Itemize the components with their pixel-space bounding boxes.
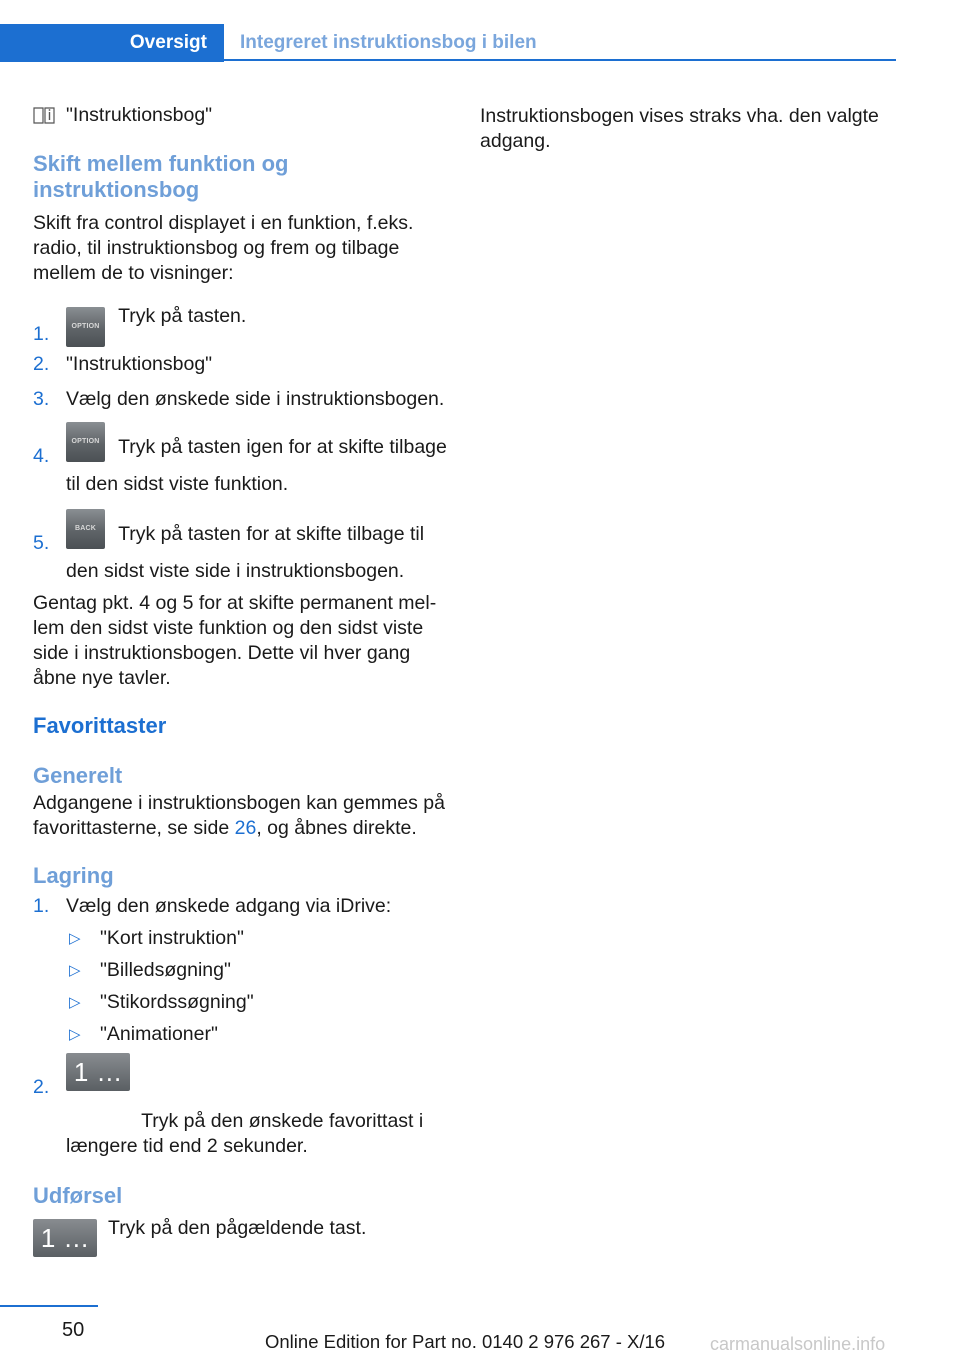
bullet-triangle-icon: ▷ xyxy=(69,962,81,979)
page-link-26[interactable]: 26 xyxy=(234,817,257,839)
option-key-icon: OPTION xyxy=(66,422,105,462)
header-tab-oversigt[interactable]: Oversigt xyxy=(0,24,224,62)
page-number: 50 xyxy=(62,1319,85,1341)
section-heading-switch: Skift mellem funktion og instruktionsbog xyxy=(33,151,289,202)
general-text-part: , og åbnes direkte. xyxy=(256,817,417,839)
menu-path xyxy=(33,100,448,130)
step-number: 1. xyxy=(33,895,50,917)
page-header xyxy=(0,24,896,62)
step-text: Tryk på den ønskede favorittast i længere tid end 2 sekunder. xyxy=(66,1110,424,1157)
switch-intro: Skift fra control displayet i en funktion, f.eks. radio, til instruktionsbog og frem og tilbage mellem de to visninger: xyxy=(33,212,414,284)
bullet-triangle-icon: ▷ xyxy=(69,994,81,1011)
list-item xyxy=(33,894,448,1047)
step-text: Tryk på tasten. xyxy=(118,305,247,327)
subheading-storage: Lagring xyxy=(33,863,114,888)
step-text: Tryk på tasten igen for at skifte tilbage til den sidst viste funktion. xyxy=(66,436,447,495)
header-divider xyxy=(224,59,896,61)
step-number: 3. xyxy=(33,388,50,410)
option-label: "Billedsøgning" xyxy=(100,959,231,981)
favorite-keys-icon: 1 ... 7 xyxy=(33,1219,97,1257)
step-number: 2. xyxy=(33,1076,50,1098)
step-number: 2. xyxy=(33,353,50,375)
step-text: Vælg den ønskede side i instruktionsbogen. xyxy=(66,388,445,410)
subheading-execution: Udførsel xyxy=(33,1183,123,1208)
list-item xyxy=(66,926,448,951)
storage-options xyxy=(66,926,448,1047)
step-text: Tryk på tasten for at skifte tilbage til den sidst viste side i instruktionsbogen. xyxy=(66,523,425,582)
step-text: Vælg den ønskede adgang via iDrive: xyxy=(66,895,392,917)
storage-steps xyxy=(33,894,448,1159)
list-item xyxy=(33,352,448,377)
option-label: "Animationer" xyxy=(100,1023,218,1045)
list-item xyxy=(33,432,448,497)
option-key-icon: OPTION xyxy=(66,307,105,347)
list-item xyxy=(33,1057,448,1159)
general-text-part: Adgangene i instruktionsbogen kan gemmes på favorittasterne, se side xyxy=(33,792,445,839)
general-text xyxy=(33,791,448,841)
list-item xyxy=(33,387,448,412)
step-number: 5. xyxy=(33,532,50,554)
option-label: "Stikordssøgning" xyxy=(100,991,254,1013)
section-heading-favorites: Favorittaster xyxy=(33,713,167,738)
list-item xyxy=(33,304,448,347)
switch-steps xyxy=(33,304,448,584)
left-column xyxy=(33,100,448,1291)
step-number: 4. xyxy=(33,445,50,467)
list-item xyxy=(66,990,448,1015)
execution-text: Tryk på den pågældende tast. xyxy=(108,1217,367,1239)
bullet-triangle-icon: ▷ xyxy=(69,1026,81,1043)
footer-divider xyxy=(0,1305,98,1307)
right-column xyxy=(480,100,900,154)
bullet-triangle-icon: ▷ xyxy=(69,930,81,947)
edition-text: Online Edition for Part no. 0140 2 976 267 - X/16 xyxy=(265,1331,666,1352)
back-key-icon: BACK xyxy=(66,509,105,549)
favorite-keys-icon: 1 ... 7 xyxy=(66,1053,130,1091)
header-section-title[interactable]: Integreret instruktionsbog i bilen xyxy=(240,32,537,53)
execution-row xyxy=(33,1217,448,1291)
switch-outro: Gentag pkt. 4 og 5 for at skifte permanent mellem den sidst viste funktion og den sidst viste side i instruktionsbogen. Dette vil hver gang åbne nye tavler. xyxy=(33,592,437,689)
right-text: Instruktionsbogen vises straks vha. den valgte adgang. xyxy=(480,105,879,152)
list-item xyxy=(33,519,448,584)
watermark: carmanualsonline.info xyxy=(710,1334,886,1354)
step-text: "Instruktionsbog" xyxy=(66,353,213,375)
subheading-general: Generelt xyxy=(33,763,123,788)
list-item xyxy=(66,958,448,983)
list-item xyxy=(66,1022,448,1047)
manual-book-icon xyxy=(33,106,55,124)
option-label: "Kort instruktion" xyxy=(100,927,244,949)
menu-item-label: "Instruktionsbog" xyxy=(66,103,213,126)
step-number: 1. xyxy=(33,323,50,345)
